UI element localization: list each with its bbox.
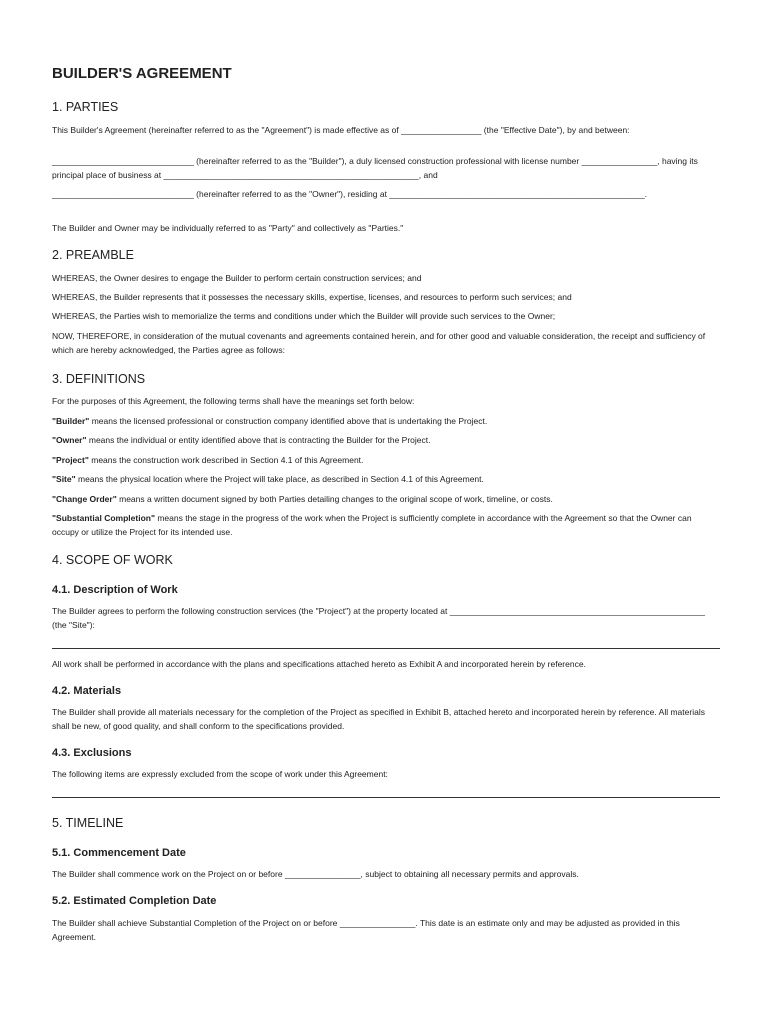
- section-heading-scope: 4. SCOPE OF WORK: [52, 553, 173, 567]
- scope-plans-paragraph: All work shall be performed in accordance with the plans and specifications attached hereto as Exhibit A and incorporated herein by reference.: [52, 659, 586, 669]
- definition-term: "Site": [52, 474, 76, 484]
- subsection-heading-materials: 4.2. Materials: [52, 685, 122, 697]
- blank-line: [52, 797, 720, 798]
- definition-text: means a written document signed by both Parties detailing changes to the original scope of work, timeline, or costs.: [116, 494, 553, 504]
- timeline-commencement-paragraph: The Builder shall commence work on the Project on or before ________________, subject to obtaining all necessary permits and approvals.: [52, 869, 579, 879]
- document-title: BUILDER'S AGREEMENT: [52, 65, 232, 82]
- section-heading-parties: 1. PARTIES: [52, 100, 119, 114]
- timeline-completion-paragraph: The Builder shall achieve Substantial Completion of the Project on or before ________________. This date is an estimate only and may be adjusted as provided in this Agreement.: [52, 918, 680, 942]
- subsection-heading-commencement: 5.1. Commencement Date: [52, 847, 186, 859]
- scope-materials-paragraph: The Builder shall provide all materials necessary for the completion of the Project as specified in Exhibit B, attached hereto and incorporated herein by reference. All materials shall be new, of good quality, and shall conform to the specifications provided.: [52, 707, 705, 731]
- definition-text: means the individual or entity identified above that is contracting the Builder for the Project.: [86, 435, 431, 445]
- section-heading-timeline: 5. TIMELINE: [52, 816, 124, 830]
- preamble-paragraph-3: WHEREAS, the Parties wish to memorialize the terms and conditions under which the Builder will provide such services to the Owner;: [52, 311, 556, 321]
- section-heading-preamble: 2. PREAMBLE: [52, 248, 134, 262]
- subsection-heading-description: 4.1. Description of Work: [52, 584, 178, 596]
- section-heading-definitions: 3. DEFINITIONS: [52, 372, 146, 386]
- preamble-paragraph-2: WHEREAS, the Builder represents that it possesses the necessary skills, expertise, licenses, and resources to perform such services; and: [52, 292, 572, 302]
- parties-paragraph-3: ______________________________ (hereinafter referred to as the "Owner"), residing at ______________________________________________________.: [52, 189, 647, 199]
- parties-paragraph-4: The Builder and Owner may be individually referred to as "Party" and collectively as "Parties.": [52, 223, 404, 233]
- definition-term: "Project": [52, 455, 89, 465]
- scope-description-paragraph: The Builder agrees to perform the following construction services (the "Project") at the property located at ______________________________________________________ (the "Site"):: [52, 606, 705, 630]
- definition-item-substantial-completion: [52, 512, 720, 539]
- parties-paragraph-1: This Builder's Agreement (hereinafter referred to as the "Agreement") is made effective as of _________________ (the "Effective Date"), by and between:: [52, 125, 630, 135]
- definition-item-change-order: [52, 493, 720, 507]
- definition-item-owner: [52, 434, 720, 448]
- definition-item-project: [52, 454, 720, 468]
- subsection-heading-exclusions: 4.3. Exclusions: [52, 747, 132, 759]
- definition-item-site: [52, 473, 720, 487]
- definition-term: "Change Order": [52, 494, 117, 504]
- parties-paragraph-2: ______________________________ (hereinafter referred to as the "Builder"), a duly licensed construction professional with license number ________________, having its principal place of business at ______________________________________________________, and: [52, 156, 698, 180]
- definitions-intro: For the purposes of this Agreement, the following terms shall have the meanings set forth below:: [52, 396, 415, 406]
- preamble-paragraph-4: NOW, THEREFORE, in consideration of the mutual covenants and agreements contained herein, and for other good and valuable consideration, the receipt and sufficiency of which are hereby acknowledged, the Parties agree as follows:: [52, 331, 706, 355]
- blank-line: [52, 648, 720, 649]
- definition-item-builder: [52, 415, 720, 429]
- subsection-heading-completion: 5.2. Estimated Completion Date: [52, 895, 217, 907]
- preamble-paragraph-1: WHEREAS, the Owner desires to engage the Builder to perform certain construction services; and: [52, 273, 422, 283]
- definition-text: means the physical location where the Project will take place, as described in Section 4.1 of this Agreement.: [75, 474, 484, 484]
- definition-text: means the construction work described in Section 4.1 of this Agreement.: [88, 455, 364, 465]
- definition-text: means the licensed professional or construction company identified above that is undertaking the Project.: [89, 416, 488, 426]
- definition-text: means the stage in the progress of the work when the Project is sufficiently complete in accordance with the Agreement so that the Owner can occupy or utilize the Project for its intended use.: [52, 513, 692, 537]
- definition-term: "Substantial Completion": [52, 513, 155, 523]
- definition-term: "Builder": [52, 416, 90, 426]
- scope-exclusions-paragraph: The following items are expressly excluded from the scope of work under this Agreement:: [52, 769, 388, 779]
- definition-term: "Owner": [52, 435, 87, 445]
